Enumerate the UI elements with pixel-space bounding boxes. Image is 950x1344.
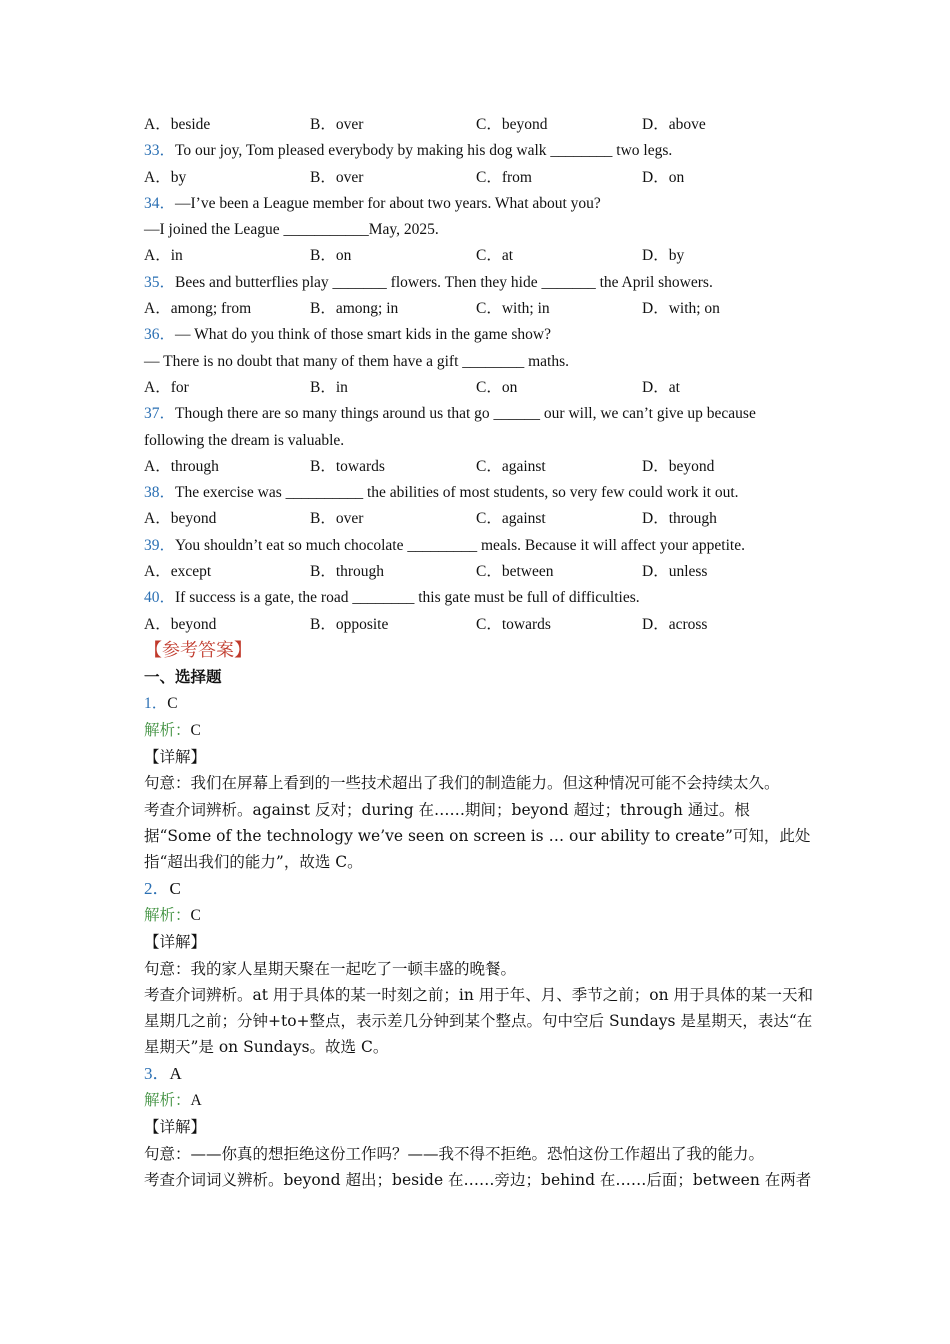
answer-3-paragraph-1: 句意：——你真的想拒绝这份工作吗？——我不得不拒绝。恐怕这份工作超出了我的能力。 [144,1144,765,1163]
answer-1-detail-label: 【详解】 [144,748,207,767]
answer-2-detail-label: 【详解】 [144,933,207,952]
answer-1-paragraph-2: 考查介词辨析。against 反对；during 在……期间；beyond 超过；through 通过。根据“Some of the technology we’ve seen on screen is … our ability to create”可知，此处指“超出我们的能力”，故选 C。 [144,800,811,872]
question-35-options [144,296,816,322]
option-d: D．beyond [642,457,715,475]
option-b: B．in [310,378,348,396]
option-c: C．on [476,378,518,396]
analysis-label: 解析： [144,720,191,739]
question-39 [144,533,816,559]
analysis-value: C [190,721,201,739]
answer-number: 2． [144,878,170,898]
option-c: C．between [476,563,554,581]
option-d: D．unless [642,563,708,581]
option-a: A．among; from [144,300,252,318]
option-a: A．beside [144,116,211,133]
answer-key-header: 【参考答案】 [144,639,252,661]
option-b: B．over [310,116,364,133]
option-c: C．at [476,247,514,265]
answer-3-detail-label: 【详解】 [144,1118,207,1137]
question-40-options [144,612,816,638]
option-c: C．from [476,168,532,186]
option-d: D．by [642,247,685,265]
section-title: 一、选择题 [144,667,222,687]
answer-1-analysis [144,717,816,744]
question-number: 37． [144,405,176,423]
answer-number: 3． [144,1063,170,1083]
question-36 [144,322,816,348]
option-b: B．opposite [310,615,389,633]
question-34 [144,191,816,217]
option-a: A．by [144,168,187,186]
option-a: A．except [144,563,212,581]
question-text: —I’ve been a League member for about two years. What about you? [175,194,601,212]
option-b: B．over [310,168,364,186]
analysis-value: A [190,1091,202,1109]
question-34-line-2: —I joined the League ___________May, 2025. [144,221,439,239]
question-37 [144,401,816,454]
answer-number: 1． [144,694,168,712]
question-text: Though there are so many things around us that go ______ our will, we can’t give up because following the dream is valuable. [144,405,756,449]
option-a: A．for [144,378,189,396]
question-32-options [144,112,816,138]
option-d: D．on [642,168,685,186]
question-text: You shouldn’t eat so much chocolate _________ meals. Because it will affect your appetite. [175,536,745,554]
question-40 [144,585,816,611]
answer-letter: C [169,878,181,898]
option-b: B．over [310,510,364,528]
question-number: 40． [144,589,176,607]
analysis-label: 解析： [144,905,191,924]
question-text: To our joy, Tom pleased everybody by making his dog walk ________ two legs. [175,142,673,160]
answer-2-analysis [144,902,816,929]
answer-2-paragraph-2: 考查介词辨析。at 用于具体的某一时刻之前；in 用于年、月、季节之前；on 用于具体的某一天和星期几之前；分钟+to+整点，表示差几分钟到某个整点。句中空后 Sundays 是星期天，表达“在星期天”是 on Sundays。故选 C。 [144,985,814,1057]
answer-3-analysis [144,1087,816,1114]
option-a: A．beyond [144,510,217,528]
option-d: D．with; on [642,300,720,318]
option-c: C．with; in [476,300,550,318]
analysis-value: C [190,906,201,924]
question-text: Bees and butterflies play _______ flowers. Then they hide _______ the April showers. [175,273,713,291]
option-c: C．against [476,510,546,528]
question-35 [144,270,816,296]
option-d: D．through [642,510,717,528]
page-content [144,112,816,1193]
question-39-options [144,559,816,585]
answer-letter: C [167,694,178,712]
question-text: — What do you think of those smart kids in the game show? [175,326,551,344]
question-33-options [144,165,816,191]
answer-3 [144,1061,816,1087]
question-number: 36． [144,326,176,344]
answer-2-paragraph-1: 句意：我的家人星期天聚在一起吃了一顿丰盛的晚餐。 [144,959,517,978]
question-number: 39． [144,536,176,554]
option-d: D．at [642,378,680,396]
option-c: C．towards [476,615,551,633]
answer-letter: A [169,1063,182,1083]
answer-1-paragraph-1: 句意：我们在屏幕上看到的一些技术超出了我们的制造能力。但这种情况可能不会持续太久。 [144,774,780,793]
question-number: 38． [144,484,176,502]
question-37-options [144,454,816,480]
question-text: The exercise was __________ the abilities of most students, so very few could work it out. [175,484,739,502]
option-b: B．on [310,247,352,265]
question-text: If success is a gate, the road ________ this gate must be full of difficulties. [175,589,640,607]
option-c: C．against [476,457,546,475]
question-34-options [144,243,816,269]
question-number: 34． [144,194,176,212]
option-d: D．above [642,116,706,133]
option-a: A．through [144,457,219,475]
answer-3-paragraph-2: 考查介词词义辨析。beyond 超出；beside 在……旁边；behind 在……后面；between 在两者 [144,1170,812,1189]
question-36-line-2: — There is no doubt that many of them have a gift ________ maths. [144,352,570,370]
question-number: 33． [144,142,176,160]
question-number: 35． [144,273,176,291]
question-38 [144,480,816,506]
option-c: C．beyond [476,116,548,133]
question-33 [144,138,816,164]
option-b: B．towards [310,457,385,475]
question-36-options [144,375,816,401]
option-d: D．across [642,615,708,633]
answer-2 [144,876,816,902]
analysis-label: 解析： [144,1090,191,1109]
answer-1 [144,691,816,717]
option-a: A．in [144,247,183,265]
question-38-options [144,506,816,532]
option-b: B．among; in [310,300,399,318]
option-a: A．beyond [144,615,217,633]
option-b: B．through [310,563,385,581]
